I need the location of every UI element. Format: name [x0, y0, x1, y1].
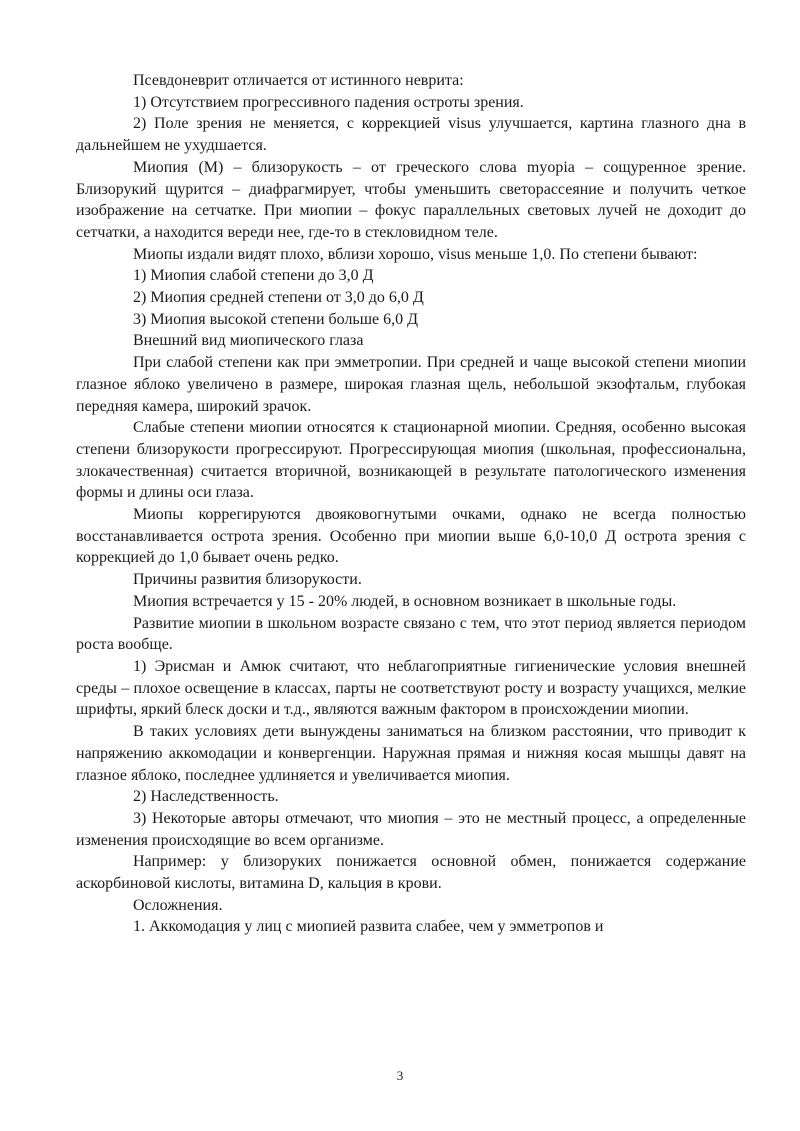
paragraph: Миопия (М) – близорукость – от греческого слова myopia – сощуренное зрение. Близорукий щурится – диафрагмирует, чтобы уменьшить светорассеяние и получить четкое изображение на сетчатке. При миопии – фокус параллельных световых лучей не доходит до сетчатки, а находится вереди нее, где-то в стекловидном теле. [76, 158, 746, 241]
paragraph: 1) Отсутствием прогрессивного падения остроты зрения. [133, 93, 524, 111]
paragraph: При слабой степени как при эмметропии. При средней и чаще высокой степени миопии глазное яблоко увеличено в размере, широкая глазная щель, небольшой экзофтальм, глубокая передняя камера, широкий зрачок. [76, 354, 746, 415]
paragraph: Например: у близоруких понижается основной обмен, понижается содержание аскорбиновой кислоты, витамина D, кальция в крови. [76, 853, 746, 893]
paragraph: 1. Аккомодация у лиц с миопией развита слабее, чем у эмметропов и [133, 918, 604, 936]
section-heading: Причины развития близорукости. [133, 571, 362, 589]
paragraph: Миопы коррегируются двояковогнутыми очками, однако не всегда полностью восстанавливается острота зрения. Особенно при миопии выше 6,0-10,0 Д острота зрения с коррекцией до 1,0 бывает очень редко. [76, 506, 746, 567]
paragraph: 1) Эрисман и Амюк считают, что неблагоприятные гигиенические условия внешней среды – плохое освещение в классах, парты не соответствуют росту и возрасту учащихся, мелкие шрифты, яркий блеск доски и т.д., являются важным фактором в происхождении миопии. [76, 657, 746, 719]
paragraph: 3) Некоторые авторы отмечают, что миопия – это не местный процесс, а определенные изменения происходящие во всем организме. [76, 809, 746, 849]
paragraph: В таких условиях дети вынуждены заниматься на близком расстоянии, что приводит к напряжению аккомодации и конвергенции. Наружная прямая и нижняя косая мышцы давят на глазное яблоко, последнее удлиняется и увеличивается миопия. [76, 723, 746, 784]
document-body [76, 70, 746, 938]
paragraph: Слабые степени миопии относятся к стационарной миопии. Средняя, особенно высокая степени близорукости прогрессируют. Прогрессирующая миопия (школьная, профессиональна, злокачественная) считается вторичной, возникающей в результате патологического изменения формы и длины оси глаза. [76, 419, 746, 502]
paragraph: 2) Поле зрения не меняется, с коррекцией visus улучшается, картина глазного дна в дальнейшем не ухудшается. [76, 115, 746, 155]
paragraph: Миопия встречается у 15 - 20% людей, в основном возникает в школьные годы. [133, 592, 677, 610]
list-item: 1) Миопия слабой степени до 3,0 Д [133, 267, 374, 285]
paragraph: Псевдоневрит отличается от истинного неврита: [133, 72, 464, 89]
paragraph: 2) Наследственность. [133, 788, 279, 806]
page-number: 3 [396, 1068, 404, 1083]
paragraph: Развитие миопии в школьном возрасте связано с тем, что этот период является периодом роста вообще. [76, 614, 746, 654]
section-heading: Осложнения. [133, 896, 223, 914]
section-heading: Внешний вид миопического глаза [133, 332, 364, 350]
list-item: 3) Миопия высокой степени больше 6,0 Д [133, 310, 419, 328]
list-item: 2) Миопия средней степени от 3,0 до 6,0 Д [133, 289, 424, 307]
paragraph: Миопы издали видят плохо, вблизи хорошо, visus меньше 1,0. По степени бывают: [133, 245, 698, 263]
